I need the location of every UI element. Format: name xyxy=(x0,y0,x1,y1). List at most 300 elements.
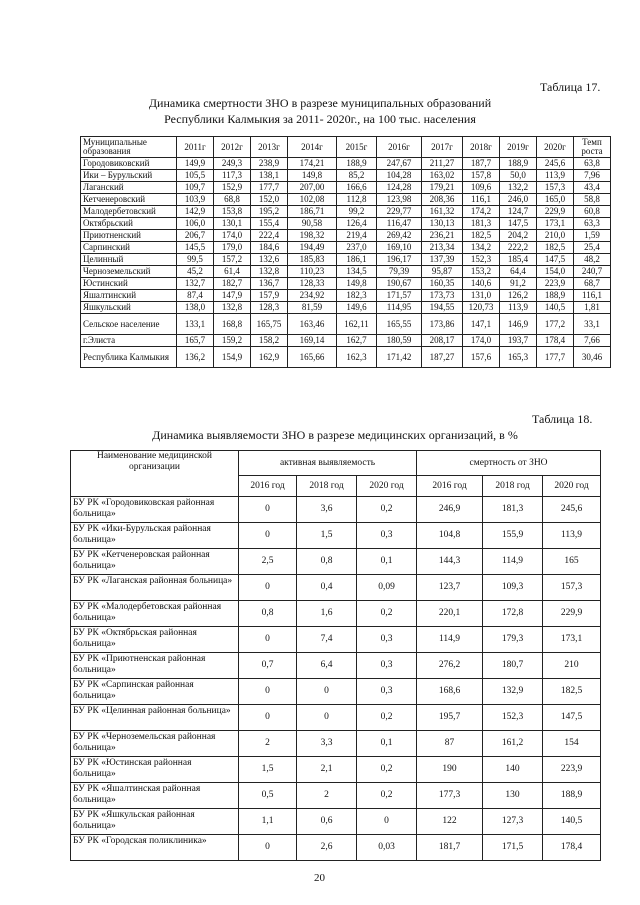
table-cell: 120,73 xyxy=(463,302,500,314)
table-cell: 130 xyxy=(483,783,543,809)
table-row xyxy=(81,194,611,206)
table-cell: 0 xyxy=(297,705,357,731)
table-cell: 247,67 xyxy=(377,158,422,170)
row-label: БУ РК «Сарпинская районная больница» xyxy=(71,679,239,705)
table-cell: 173,1 xyxy=(537,218,574,230)
table-cell: 222,2 xyxy=(500,242,537,254)
table-row xyxy=(71,783,601,809)
table-cell: 0,09 xyxy=(357,575,417,601)
table-cell: 1,59 xyxy=(574,230,611,242)
table-cell: 6,4 xyxy=(297,653,357,679)
table-cell: 146,9 xyxy=(500,314,537,335)
table-cell: 0 xyxy=(239,497,297,523)
table-cell: 245,6 xyxy=(543,497,601,523)
table-cell: 185,83 xyxy=(288,254,337,266)
table-cell: 179,0 xyxy=(214,242,251,254)
table-row xyxy=(71,497,601,523)
table-cell: 147,5 xyxy=(543,705,601,731)
table-cell: 105,5 xyxy=(177,170,214,182)
table-cell: 43,4 xyxy=(574,182,611,194)
table-cell: 109,3 xyxy=(483,575,543,601)
table-cell: 190 xyxy=(417,757,483,783)
table-cell: 177,3 xyxy=(417,783,483,809)
table-cell: 184,6 xyxy=(251,242,288,254)
table-cell: 179,3 xyxy=(483,627,543,653)
table-cell: 155,9 xyxy=(483,523,543,549)
table-cell: 50,0 xyxy=(500,170,537,182)
table-cell: 136,2 xyxy=(177,347,214,368)
row-label: Ики – Бурульский xyxy=(81,170,177,182)
table-cell: 246,9 xyxy=(417,497,483,523)
table-cell: 128,33 xyxy=(288,278,337,290)
table-cell: 116,47 xyxy=(377,218,422,230)
table-cell: 140,6 xyxy=(463,278,500,290)
row-label: БУ РК «Лаганская районная больница» xyxy=(71,575,239,601)
table-cell: 229,77 xyxy=(377,206,422,218)
table-row xyxy=(71,549,601,575)
table17-header-cell: 2018г xyxy=(463,137,500,158)
table-cell: 229,9 xyxy=(537,206,574,218)
table-cell: 7,66 xyxy=(574,335,611,347)
table-cell: 104,8 xyxy=(417,523,483,549)
table-cell: 196,17 xyxy=(377,254,422,266)
table-cell: 222,4 xyxy=(251,230,288,242)
table17-title-line1: Динамика смертности ЗНО в разрезе муниципальных образований xyxy=(148,96,492,110)
table17-header-row xyxy=(81,137,611,158)
table-cell: 206,7 xyxy=(177,230,214,242)
table-row xyxy=(71,757,601,783)
table-cell: 154,0 xyxy=(537,266,574,278)
table-cell: 276,2 xyxy=(417,653,483,679)
table-cell: 162,9 xyxy=(251,347,288,368)
row-label: Целинный xyxy=(81,254,177,266)
table-cell: 193,7 xyxy=(500,335,537,347)
table-cell: 0,8 xyxy=(239,601,297,627)
row-label: Кетченеровский xyxy=(81,194,177,206)
table-cell: 99,2 xyxy=(337,206,377,218)
table-cell: 234,92 xyxy=(288,290,337,302)
table-cell: 171,5 xyxy=(483,835,543,861)
table-cell: 182,5 xyxy=(463,230,500,242)
table-cell: 85,2 xyxy=(337,170,377,182)
table-cell: 0,1 xyxy=(357,549,417,575)
table-cell: 114,9 xyxy=(417,627,483,653)
table-cell: 0,3 xyxy=(357,523,417,549)
table17-header-cell: 2020г xyxy=(537,137,574,158)
table-cell: 169,10 xyxy=(377,242,422,254)
table-cell: 157,9 xyxy=(251,290,288,302)
row-label: БУ РК «Ики-Бурульская районная больница» xyxy=(71,523,239,549)
row-label: Городовиковский xyxy=(81,158,177,170)
table-cell: 127,3 xyxy=(483,809,543,835)
table-row xyxy=(71,679,601,705)
table-cell: 30,46 xyxy=(574,347,611,368)
row-label: Сельское население xyxy=(81,314,177,335)
table-cell: 162,3 xyxy=(337,347,377,368)
table-cell: 122 xyxy=(417,809,483,835)
table-cell: 154,9 xyxy=(214,347,251,368)
table-cell: 185,4 xyxy=(500,254,537,266)
table-row xyxy=(71,575,601,601)
table18-year-cell: 2020 год xyxy=(357,476,417,497)
table-cell: 198,32 xyxy=(288,230,337,242)
table-row xyxy=(81,335,611,347)
table-row xyxy=(81,182,611,194)
table-cell: 171,57 xyxy=(377,290,422,302)
table-cell: 0 xyxy=(239,523,297,549)
table-cell: 194,55 xyxy=(422,302,463,314)
table-cell: 171,42 xyxy=(377,347,422,368)
table-cell: 0,2 xyxy=(357,757,417,783)
table-cell: 186,71 xyxy=(288,206,337,218)
table-cell: 110,23 xyxy=(288,266,337,278)
table-cell: 60,8 xyxy=(574,206,611,218)
row-label: Черноземельский xyxy=(81,266,177,278)
table-cell: 0,3 xyxy=(357,679,417,705)
table-cell: 136,7 xyxy=(251,278,288,290)
table-row xyxy=(81,254,611,266)
table-cell: 149,9 xyxy=(177,158,214,170)
table-cell: 0 xyxy=(239,575,297,601)
table-cell: 208,36 xyxy=(422,194,463,206)
table-cell: 165 xyxy=(543,549,601,575)
table-cell: 157,3 xyxy=(537,182,574,194)
table-cell: 7,96 xyxy=(574,170,611,182)
table-cell: 114,95 xyxy=(377,302,422,314)
row-label: БУ РК «Яшкульская районная больница» xyxy=(71,809,239,835)
table-cell: 126,4 xyxy=(337,218,377,230)
table-row xyxy=(81,278,611,290)
table-cell: 147,5 xyxy=(537,254,574,266)
table-cell: 210,0 xyxy=(537,230,574,242)
table-cell: 238,9 xyxy=(251,158,288,170)
table-cell: 157,6 xyxy=(463,347,500,368)
table-cell: 0 xyxy=(239,835,297,861)
page-number: 20 xyxy=(314,872,325,884)
table-cell: 61,4 xyxy=(214,266,251,278)
table-cell: 181,3 xyxy=(463,218,500,230)
table-row xyxy=(71,627,601,653)
table-cell: 179,21 xyxy=(422,182,463,194)
table-cell: 181,3 xyxy=(483,497,543,523)
table-cell: 163,46 xyxy=(288,314,337,335)
table-cell: 0 xyxy=(297,679,357,705)
table-cell: 153,2 xyxy=(463,266,500,278)
table-cell: 237,0 xyxy=(337,242,377,254)
table-cell: 177,7 xyxy=(251,182,288,194)
table-cell: 188,9 xyxy=(537,290,574,302)
table-cell: 149,8 xyxy=(288,170,337,182)
table-cell: 124,7 xyxy=(500,206,537,218)
table17-header-cell: 2011г xyxy=(177,137,214,158)
row-label: БУ РК «Октябрьская районная больница» xyxy=(71,627,239,653)
table-cell: 113,9 xyxy=(537,170,574,182)
table-cell: 1,81 xyxy=(574,302,611,314)
table-row xyxy=(71,809,601,835)
table-cell: 134,2 xyxy=(463,242,500,254)
table-cell: 87 xyxy=(417,731,483,757)
table18-year-cell: 2018 год xyxy=(297,476,357,497)
table-cell: 109,6 xyxy=(463,182,500,194)
table-row xyxy=(81,290,611,302)
row-label: БУ РК «Юстинская районная больница» xyxy=(71,757,239,783)
table-cell: 2,5 xyxy=(239,549,297,575)
table-cell: 145,5 xyxy=(177,242,214,254)
table-cell: 131,0 xyxy=(463,290,500,302)
table-cell: 116,1 xyxy=(463,194,500,206)
table-cell: 207,00 xyxy=(288,182,337,194)
table-cell: 0 xyxy=(357,809,417,835)
table-cell: 126,2 xyxy=(500,290,537,302)
table-cell: 174,2 xyxy=(463,206,500,218)
table-cell: 0 xyxy=(239,705,297,731)
table-cell: 132,7 xyxy=(177,278,214,290)
table-cell: 165,55 xyxy=(377,314,422,335)
table-cell: 240,7 xyxy=(574,266,611,278)
table-cell: 140,5 xyxy=(543,809,601,835)
table-cell: 1,6 xyxy=(297,601,357,627)
table-cell: 204,2 xyxy=(500,230,537,242)
table-cell: 58,8 xyxy=(574,194,611,206)
table-cell: 123,98 xyxy=(377,194,422,206)
table-row xyxy=(71,601,601,627)
table-cell: 0,2 xyxy=(357,705,417,731)
table-cell: 3,3 xyxy=(297,731,357,757)
table-cell: 64,4 xyxy=(500,266,537,278)
table-cell: 7,4 xyxy=(297,627,357,653)
table-cell: 165,0 xyxy=(537,194,574,206)
table18-year-cell: 2018 год xyxy=(483,476,543,497)
table-cell: 132,6 xyxy=(251,254,288,266)
table-row xyxy=(81,314,611,335)
table-cell: 0,2 xyxy=(357,601,417,627)
row-label: БУ РК «Целинная районная больница» xyxy=(71,705,239,731)
table-cell: 155,4 xyxy=(251,218,288,230)
table-cell: 0,03 xyxy=(357,835,417,861)
table17-header-cell: 2015г xyxy=(337,137,377,158)
table-cell: 87,4 xyxy=(177,290,214,302)
table-row xyxy=(81,302,611,314)
table17-title-line2: Республики Калмыкия за 2011- 2020г., на 100 тыс. населения xyxy=(164,112,476,126)
table-cell: 158,2 xyxy=(251,335,288,347)
table-cell: 187,27 xyxy=(422,347,463,368)
table18 xyxy=(70,450,601,861)
table-cell: 219,4 xyxy=(337,230,377,242)
table-cell: 123,7 xyxy=(417,575,483,601)
table-cell: 2,1 xyxy=(297,757,357,783)
table-cell: 133,1 xyxy=(177,314,214,335)
table-cell: 165,66 xyxy=(288,347,337,368)
table-cell: 174,21 xyxy=(288,158,337,170)
table17-header-cell: 2014г xyxy=(288,137,337,158)
table-row xyxy=(81,230,611,242)
table-cell: 104,28 xyxy=(377,170,422,182)
table-cell: 162,11 xyxy=(337,314,377,335)
table-cell: 165,3 xyxy=(500,347,537,368)
table-cell: 2 xyxy=(297,783,357,809)
table-cell: 0 xyxy=(239,679,297,705)
row-label: БУ РК «Городовиковская районная больница» xyxy=(71,497,239,523)
table-cell: 112,8 xyxy=(337,194,377,206)
table-cell: 172,8 xyxy=(483,601,543,627)
table-cell: 245,6 xyxy=(537,158,574,170)
table-cell: 134,5 xyxy=(337,266,377,278)
table-cell: 195,2 xyxy=(251,206,288,218)
table18-year-cell: 2016 год xyxy=(239,476,297,497)
table-cell: 0,1 xyxy=(357,731,417,757)
table-cell: 177,2 xyxy=(537,314,574,335)
table-cell: 160,35 xyxy=(422,278,463,290)
row-label: Малодербетовский xyxy=(81,206,177,218)
table-cell: 180,7 xyxy=(483,653,543,679)
table-cell: 79,39 xyxy=(377,266,422,278)
table-cell: 169,14 xyxy=(288,335,337,347)
table-cell: 130,13 xyxy=(422,218,463,230)
table-cell: 130,1 xyxy=(214,218,251,230)
table-cell: 166,6 xyxy=(337,182,377,194)
table-cell: 180,59 xyxy=(377,335,422,347)
table-cell: 152,0 xyxy=(251,194,288,206)
table-cell: 163,02 xyxy=(422,170,463,182)
table-cell: 152,3 xyxy=(483,705,543,731)
table-cell: 33,1 xyxy=(574,314,611,335)
table-cell: 181,7 xyxy=(417,835,483,861)
table18-header-active-detection: активная выявляемость xyxy=(239,451,417,476)
table17 xyxy=(80,136,611,368)
row-label: Приютненский xyxy=(81,230,177,242)
table-row xyxy=(81,206,611,218)
table-cell: 182,5 xyxy=(537,242,574,254)
table-cell: 3,6 xyxy=(297,497,357,523)
table-cell: 0 xyxy=(239,627,297,653)
table-cell: 1,1 xyxy=(239,809,297,835)
table-cell: 194,49 xyxy=(288,242,337,254)
table-row xyxy=(81,170,611,182)
table-cell: 157,3 xyxy=(543,575,601,601)
table-cell: 132,9 xyxy=(483,679,543,705)
table-cell: 246,0 xyxy=(500,194,537,206)
table-cell: 0,3 xyxy=(357,653,417,679)
table-cell: 178,4 xyxy=(537,335,574,347)
table-row xyxy=(81,158,611,170)
table-cell: 161,32 xyxy=(422,206,463,218)
table17-header-cell: Муниципальные образования xyxy=(81,137,177,158)
table17-header-cell: 2017г xyxy=(422,137,463,158)
table-cell: 157,2 xyxy=(214,254,251,266)
table17-header-cell: Темп роста xyxy=(574,137,611,158)
table-cell: 109,7 xyxy=(177,182,214,194)
table-cell: 223,9 xyxy=(543,757,601,783)
table-cell: 174,0 xyxy=(463,335,500,347)
table-cell: 102,08 xyxy=(288,194,337,206)
table-cell: 178,4 xyxy=(543,835,601,861)
table-cell: 106,0 xyxy=(177,218,214,230)
table-cell: 137,39 xyxy=(422,254,463,266)
table-cell: 144,3 xyxy=(417,549,483,575)
table-cell: 154 xyxy=(543,731,601,757)
table-cell: 81,59 xyxy=(288,302,337,314)
table-cell: 45,2 xyxy=(177,266,214,278)
table-cell: 0,6 xyxy=(297,809,357,835)
table-cell: 210 xyxy=(543,653,601,679)
table-cell: 48,2 xyxy=(574,254,611,266)
table-cell: 182,5 xyxy=(543,679,601,705)
table-cell: 173,1 xyxy=(543,627,601,653)
table-cell: 2,6 xyxy=(297,835,357,861)
table-cell: 187,7 xyxy=(463,158,500,170)
table-cell: 159,2 xyxy=(214,335,251,347)
table17-header-cell: 2012г xyxy=(214,137,251,158)
table-cell: 1,5 xyxy=(297,523,357,549)
table-cell: 149,6 xyxy=(337,302,377,314)
table-row xyxy=(81,266,611,278)
table-cell: 161,2 xyxy=(483,731,543,757)
table-cell: 2 xyxy=(239,731,297,757)
table-cell: 103,9 xyxy=(177,194,214,206)
table-cell: 188,9 xyxy=(337,158,377,170)
table-cell: 124,28 xyxy=(377,182,422,194)
table-cell: 174,0 xyxy=(214,230,251,242)
table17-label: Таблица 17. xyxy=(540,80,601,94)
table-cell: 152,9 xyxy=(214,182,251,194)
table-cell: 68,8 xyxy=(214,194,251,206)
table-cell: 63,3 xyxy=(574,218,611,230)
table-cell: 114,9 xyxy=(483,549,543,575)
table-cell: 68,7 xyxy=(574,278,611,290)
row-label: Яшкульский xyxy=(81,302,177,314)
row-label: БУ РК «Черноземельская районная больница» xyxy=(71,731,239,757)
table-cell: 182,7 xyxy=(214,278,251,290)
table-cell: 269,42 xyxy=(377,230,422,242)
table-cell: 152,3 xyxy=(463,254,500,266)
table-cell: 91,2 xyxy=(500,278,537,290)
table-cell: 1,5 xyxy=(239,757,297,783)
table18-title: Динамика выявляемости ЗНО в разрезе медицинских организаций, в % xyxy=(152,428,518,442)
table-cell: 63,8 xyxy=(574,158,611,170)
table-cell: 168,6 xyxy=(417,679,483,705)
row-label: БУ РК «Яшалтинская районная больница» xyxy=(71,783,239,809)
row-label: Яшалтинский xyxy=(81,290,177,302)
table-cell: 208,17 xyxy=(422,335,463,347)
row-label: Сарпинский xyxy=(81,242,177,254)
table-cell: 140 xyxy=(483,757,543,783)
table-cell: 0,8 xyxy=(297,549,357,575)
table-row xyxy=(81,218,611,230)
table-cell: 25,4 xyxy=(574,242,611,254)
table-cell: 236,21 xyxy=(422,230,463,242)
table-cell: 0,3 xyxy=(357,627,417,653)
table-cell: 0,2 xyxy=(357,497,417,523)
table-cell: 147,5 xyxy=(500,218,537,230)
table-cell: 113,9 xyxy=(543,523,601,549)
table-cell: 223,9 xyxy=(537,278,574,290)
row-label: БУ РК «Приютненская районная больница» xyxy=(71,653,239,679)
table-cell: 220,1 xyxy=(417,601,483,627)
table-cell: 173,86 xyxy=(422,314,463,335)
table-cell: 190,67 xyxy=(377,278,422,290)
table-cell: 165,75 xyxy=(251,314,288,335)
table-cell: 177,7 xyxy=(537,347,574,368)
table-row xyxy=(71,731,601,757)
table-cell: 132,8 xyxy=(251,266,288,278)
table-row xyxy=(71,835,601,861)
table-cell: 0,2 xyxy=(357,783,417,809)
table-cell: 140,5 xyxy=(537,302,574,314)
table-cell: 249,3 xyxy=(214,158,251,170)
table-cell: 113,9 xyxy=(500,302,537,314)
table-cell: 132,2 xyxy=(500,182,537,194)
table-cell: 0,7 xyxy=(239,653,297,679)
